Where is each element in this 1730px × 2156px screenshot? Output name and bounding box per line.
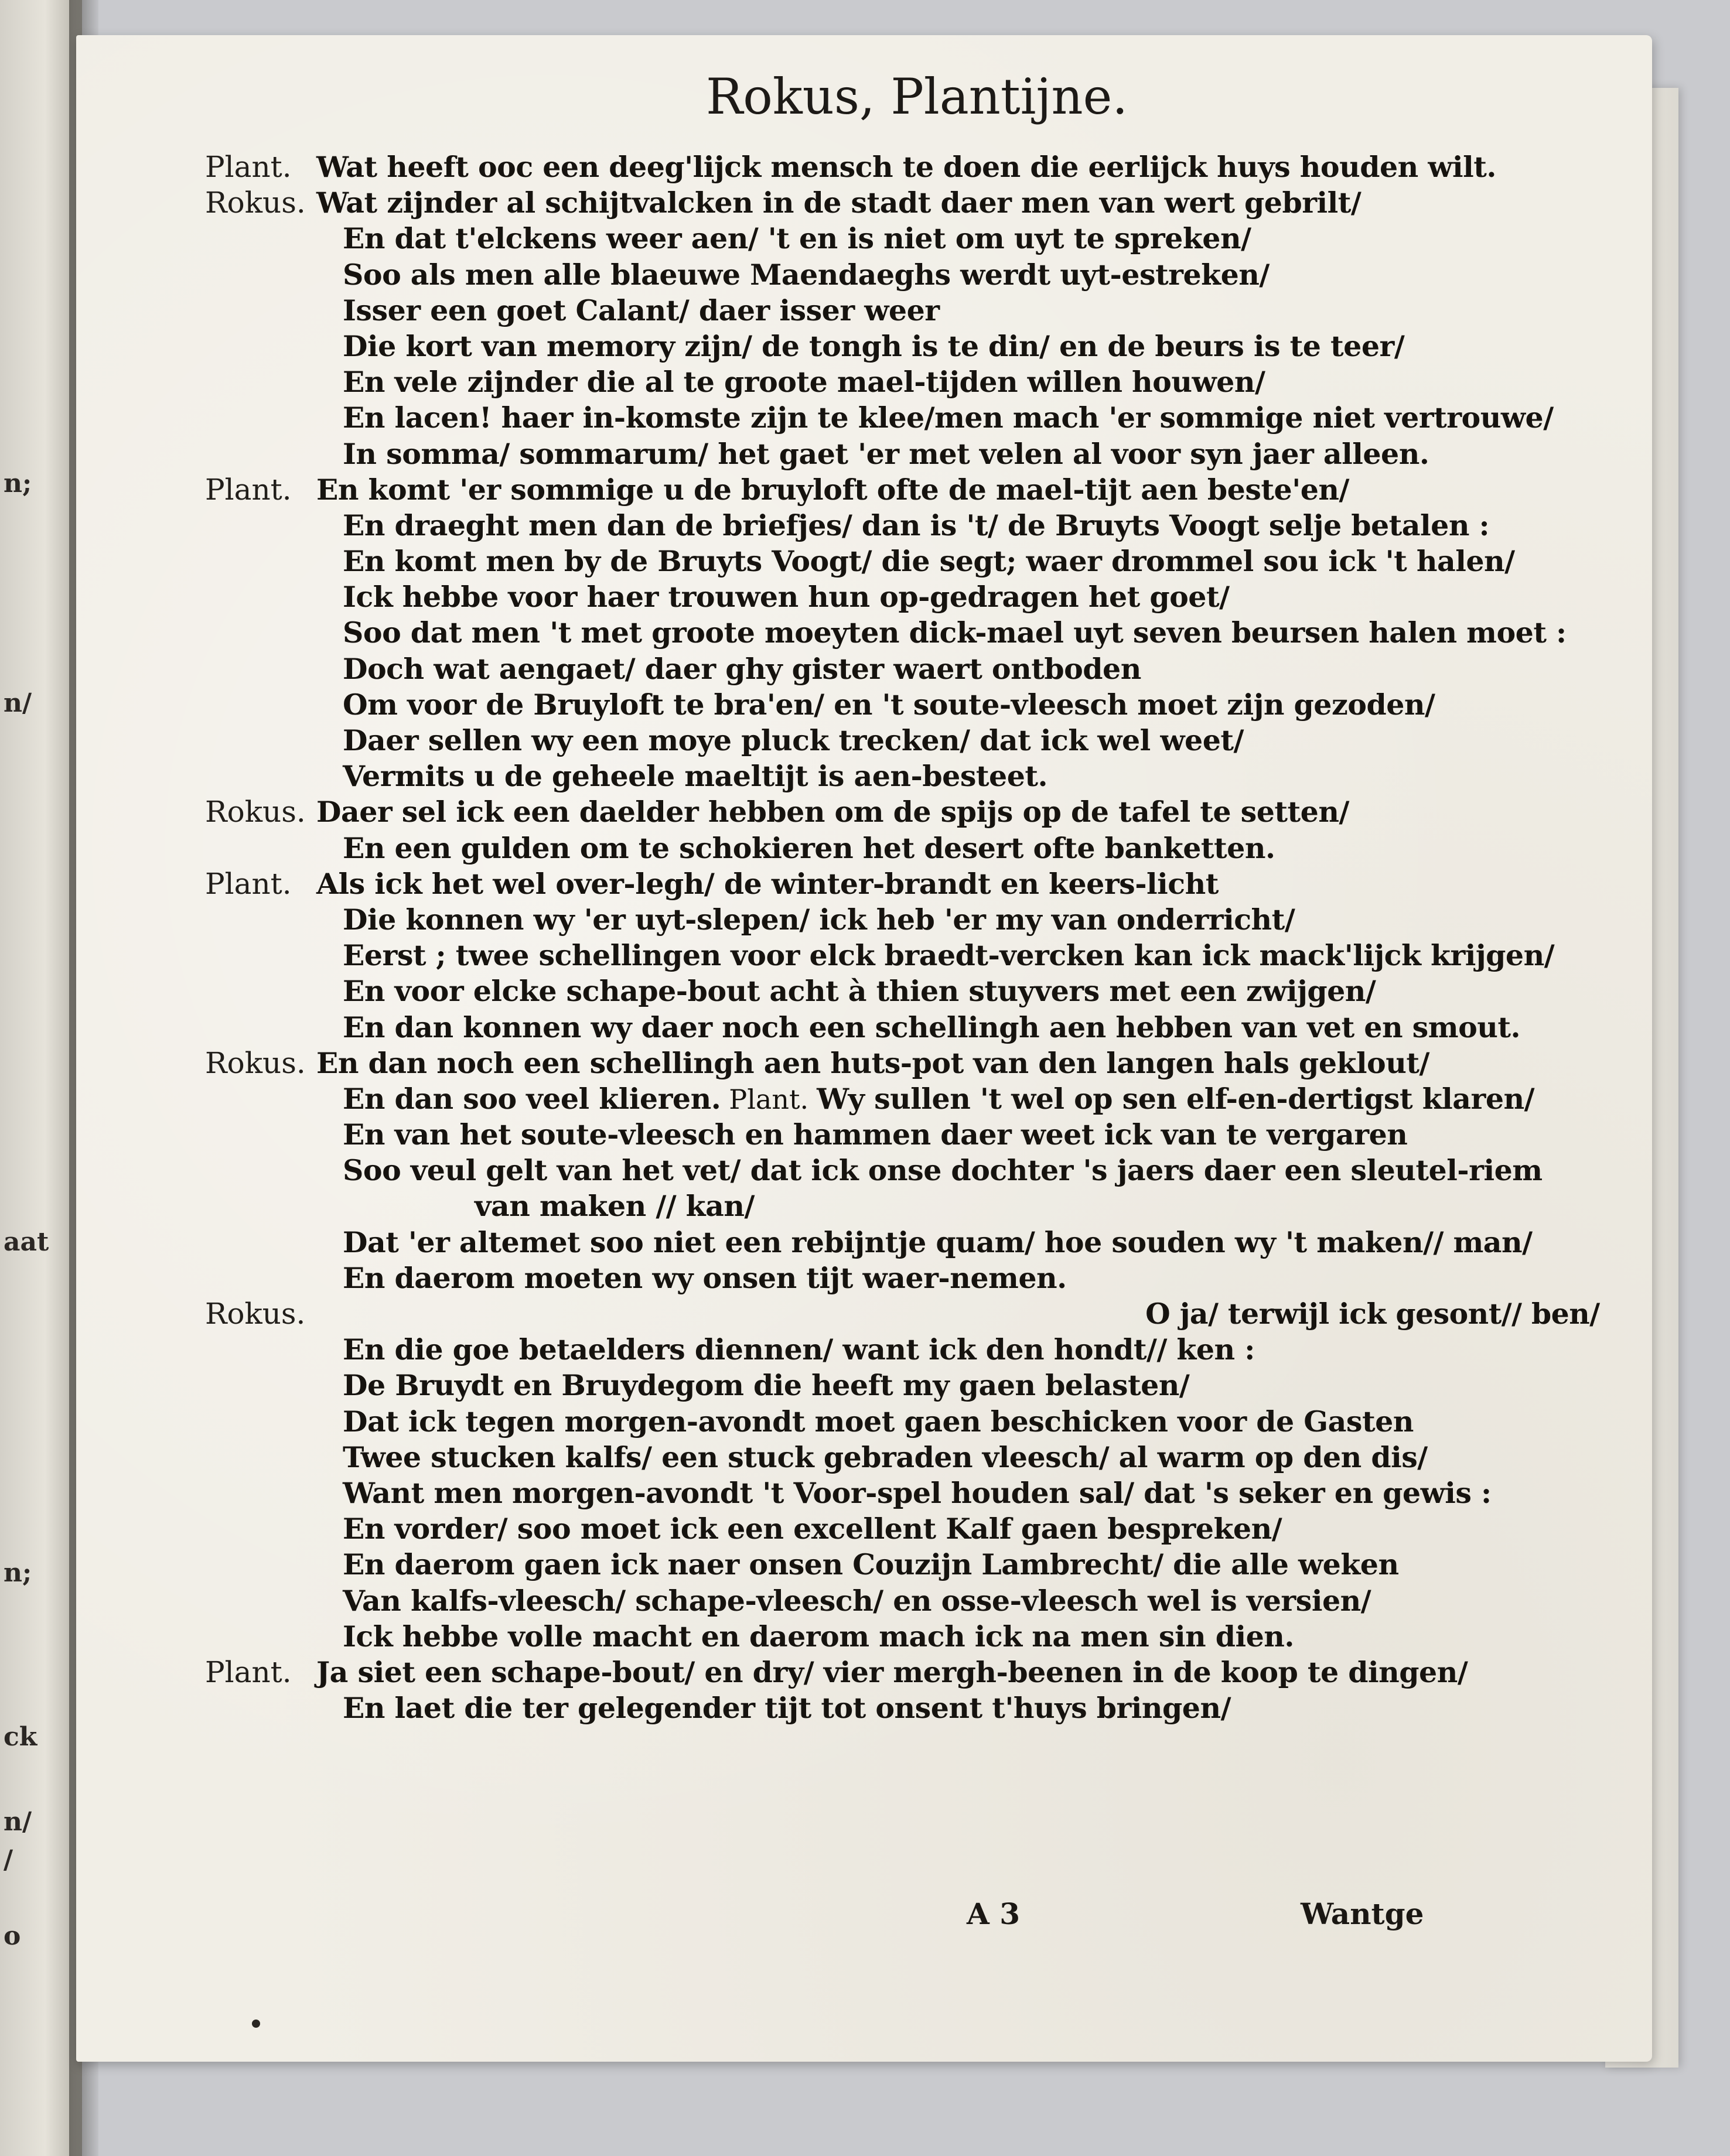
text-line (205, 364, 1599, 400)
text-line (205, 1619, 1599, 1655)
speaker-label: Plant. (729, 1083, 809, 1115)
verse-text: En een gulden om te schokieren het desert ofte banketten. (343, 831, 1275, 865)
verse-text: En dan konnen wy daer noch een schellingh aen hebben van vet en smout. (343, 1010, 1521, 1044)
verse-text: Soo als men alle blaeuwe Maendaeghs werdt uyt-estreken/ (343, 257, 1270, 292)
verse-text: Eerst ; twee schellingen voor elck braedt-vercken kan ick mack'lijck krijgen/ (343, 938, 1555, 973)
text-line (205, 293, 1599, 329)
text-line (205, 1655, 1599, 1690)
verse-text: Soo dat men 't met groote moeyten dick-mael uyt seven beursen halen moet : (343, 616, 1567, 650)
verse-text: En vorder/ soo moet ick een excellent Kalf gaen bespreken/ (343, 1512, 1282, 1546)
text-line (205, 436, 1599, 472)
text-line (205, 973, 1599, 1009)
verse-text: Die konnen wy 'er uyt-slepen/ ick heb 'er my van onderricht/ (343, 902, 1295, 937)
left-page-fragment: n; (4, 469, 32, 498)
verse-text: Wat zijnder al schijtvalcken in de stadt daer men van wert gebrilt/ (316, 186, 1362, 220)
left-page-fragment: n/ (4, 688, 32, 718)
verse-text: En voor elcke schape-bout acht à thien stuyvers met een zwijgen/ (343, 974, 1376, 1009)
text-line (205, 1404, 1599, 1440)
text-line (205, 1440, 1599, 1475)
verse-text: In somma/ sommarum/ het gaet 'er met velen al voor syn jaer alleen. (343, 436, 1429, 471)
verse-text: De Bruydt en Bruydegom die heeft my gaen belasten/ (343, 1368, 1190, 1403)
verse-text: Dat 'er altemet soo niet een rebijntje quam/ hoe souden wy 't maken// man/ (343, 1225, 1533, 1259)
verse-text: Isser een goet Calant/ daer isser weer (343, 293, 940, 327)
text-line (205, 938, 1599, 973)
text-line (205, 902, 1599, 938)
play-text (205, 149, 1599, 1726)
speaker-label: Rokus. (205, 795, 306, 829)
signature-mark: A 3 (967, 1897, 1020, 1931)
text-line (205, 1547, 1599, 1583)
verse-text: En lacen! haer in-komste zijn te klee/men mach 'er sommige niet vertrouwe/ (343, 401, 1554, 435)
verse-text: Die kort van memory zijn/ de tongh is te din/ en de beurs is te teer/ (343, 329, 1405, 363)
text-line (205, 615, 1599, 651)
verse-text: Daer sel ick een daelder hebben om de spijs op de tafel te setten/ (316, 795, 1349, 829)
speaker-label: Rokus. (205, 1045, 306, 1080)
speaker-label: Rokus. (205, 186, 306, 220)
text-line (205, 1225, 1599, 1260)
catchword: Wantge (1301, 1897, 1424, 1931)
text-line (205, 149, 1599, 185)
text-line (205, 1260, 1599, 1296)
speaker-label: Plant. (205, 472, 292, 507)
text-line (205, 794, 1599, 830)
text-line (205, 1690, 1599, 1726)
left-page-fragment: ck (4, 1722, 37, 1752)
text-line (205, 687, 1599, 723)
speaker-label: Rokus. (205, 1297, 306, 1331)
text-line (205, 329, 1599, 364)
ink-speck (252, 2020, 260, 2028)
text-line (205, 1332, 1599, 1368)
text-line (205, 1117, 1599, 1153)
text-line (205, 400, 1599, 436)
verse-text: O ja/ terwijl ick gesont// ben/ (1145, 1297, 1600, 1331)
text-line (205, 1081, 1599, 1117)
text-line (205, 221, 1599, 257)
verse-text: En laet die ter gelegender tijt tot onsent t'huys bringen/ (343, 1691, 1231, 1726)
book-page (76, 35, 1652, 2062)
verse-text: Soo veul gelt van het vet/ dat ick onse dochter 's jaers daer een sleutel-riem (343, 1153, 1543, 1188)
verse-text: En komt men by de Bruyts Voogt/ die segt; waer drommel sou ick 't halen/ (343, 544, 1515, 579)
text-line (205, 723, 1599, 758)
verse-text: Ick hebbe voor haer trouwen hun op-gedragen het goet/ (343, 580, 1230, 614)
text-line (205, 1368, 1599, 1403)
verse-text: Dat ick tegen morgen-avondt moet gaen beschicken voor de Gasten (343, 1404, 1414, 1439)
text-line (205, 1583, 1599, 1619)
text-line (205, 1045, 1599, 1081)
verse-text: Van kalfs-vleesch/ schape-vleesch/ en osse-vleesch wel is versien/ (343, 1583, 1371, 1618)
text-line (205, 651, 1599, 687)
speaker-label: Plant. (205, 150, 292, 184)
text-line (205, 579, 1599, 615)
text-line (205, 758, 1599, 794)
speaker-label: Plant. (205, 1655, 292, 1689)
text-line (205, 1511, 1599, 1547)
text-line (205, 508, 1599, 544)
verse-text: Ick hebbe volle macht en daerom mach ick na men sin dien. (343, 1619, 1294, 1653)
verse-text: Daer sellen wy een moye pluck trecken/ dat ick wel weet/ (343, 723, 1244, 757)
text-line (205, 866, 1599, 902)
verse-text: En die goe betaelders diennen/ want ick den hondt// ken : (343, 1332, 1255, 1367)
speaker-label: Plant. (205, 866, 292, 901)
verse-text: Ja siet een schape-bout/ en dry/ vier mergh-beenen in de koop te dingen/ (316, 1655, 1468, 1689)
verse-text: Wat heeft ooc een deeg'lijck mensch te doen die eerlijck huys houden wilt. (316, 150, 1496, 184)
verse-text: Doch wat aengaet/ daer ghy gister waert ontboden (343, 651, 1141, 686)
verse-text: En komt 'er sommige u de bruyloft ofte de mael-tijt aen beste'en/ (316, 472, 1349, 507)
verse-text: Om voor de Bruyloft te bra'en/ en 't soute-vleesch moet zijn gezoden/ (343, 687, 1435, 722)
text-line (205, 257, 1599, 293)
text-line (205, 185, 1599, 221)
verse-text: En van het soute-vleesch en hammen daer weet ick van te vergaren (343, 1118, 1408, 1152)
verse-text: Wy sullen 't wel op sen elf-en-dertigst klaren/ (817, 1081, 1535, 1116)
verse-text: En vele zijnder die al te groote mael-tijden willen houwen/ (343, 365, 1265, 399)
left-page-fragment: / (4, 1845, 13, 1875)
verse-text: En dan soo veel klieren. (343, 1081, 721, 1116)
text-line (205, 1296, 1600, 1332)
text-line (205, 544, 1599, 579)
verse-text: En draeght men dan de briefjes/ dan is 't/ de Bruyts Voogt selje betalen : (343, 508, 1490, 542)
left-page-fragment: n; (4, 1558, 32, 1588)
left-page-fragment: o (4, 1921, 21, 1951)
left-page-fragment: aat (4, 1227, 49, 1257)
text-line (205, 1153, 1599, 1188)
text-line (205, 1188, 1599, 1224)
text-line (205, 831, 1599, 866)
verse-text: En daerom moeten wy onsen tijt waer-nemen. (343, 1260, 1067, 1295)
text-line (205, 472, 1599, 508)
verse-text: van maken // kan/ (475, 1189, 755, 1224)
verse-text: Vermits u de geheele maeltijt is aen-besteet. (343, 759, 1048, 794)
text-line (205, 1475, 1599, 1511)
verse-text: En dan noch een schellingh aen huts-pot van den langen hals geklout/ (316, 1045, 1429, 1080)
text-line (205, 1010, 1599, 1045)
verse-text: Als ick het wel over-legh/ de winter-brandt en keers-licht (316, 866, 1219, 901)
left-page-fragment: n/ (4, 1807, 32, 1837)
running-head: Rokus, Plantijne. (706, 68, 1128, 125)
verse-text: Twee stucken kalfs/ een stuck gebraden vleesch/ al warm op den dis/ (343, 1440, 1428, 1474)
verse-text: En dat t'elckens weer aen/ 't en is niet om uyt te spreken/ (343, 221, 1251, 256)
verse-text: En daerom gaen ick naer onsen Couzijn Lambrecht/ die alle weken (343, 1547, 1399, 1582)
verse-text: Want men morgen-avondt 't Voor-spel houden sal/ dat 's seker en gewis : (343, 1475, 1492, 1510)
